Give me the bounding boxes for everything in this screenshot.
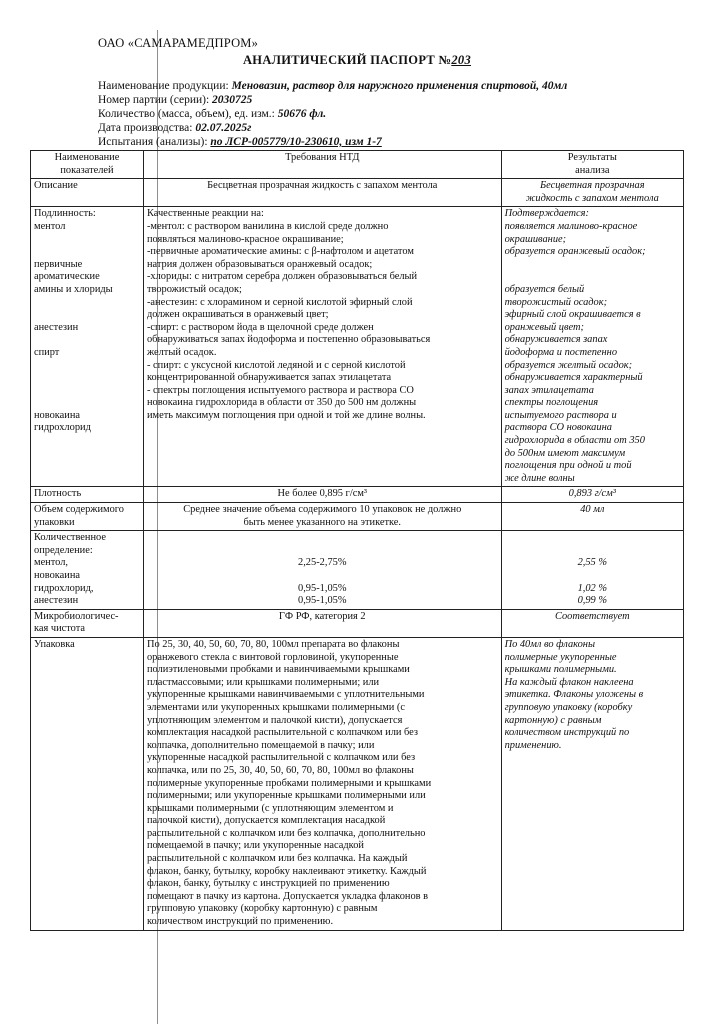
indicator-cell: Плотность — [31, 487, 144, 503]
title-prefix: АНАЛИТИЧЕСКИЙ ПАСПОРТ № — [242, 53, 452, 67]
header-requirements: Требования НТД — [143, 151, 501, 179]
table-row-volume — [31, 503, 684, 531]
company-name: ОАО «САМАРАМЕДПРОМ» — [98, 36, 259, 50]
quantity-label: Количество (масса, объем), ед. изм.: — [98, 108, 275, 120]
result-cell: По 40мл во флаконы полимерные укупоренные крышками полимерными. На каждый флакон наклеена этикетка. Флаконы уложены в групповую упаковку (коробку картонную) с равным количеством инструкций по применению. — [501, 637, 683, 930]
result-cell: Подтверждается: появляется малиново-красное окрашивание; образуется оранжевый осадок; образуется белый творожистый осадок; эфирный слой окрашивается в оранжевый цвет; обнаруживается запах йодоформа и постепенно образуется желтый осадок; обнаруживается характерный запах этилацетата спектры поглощения испытуемого раствора и раствора СО новокаина гидрохлорида в области от 350 до 500нм имеют максимум поглощения при одной и той же длине волны — [501, 207, 683, 487]
header-indicator: Наименование показателей — [31, 151, 144, 179]
table-header-row — [31, 151, 684, 179]
result-cell: 40 мл — [501, 503, 683, 531]
document-title — [0, 53, 714, 68]
indicator-cell: Микробиологичес- кая чистота — [31, 609, 144, 637]
result-cell: 2,55 % 1,02 % 0,99 % — [501, 531, 683, 610]
requirement-cell: Не более 0,895 г/см³ — [143, 487, 501, 503]
indicator-cell: Описание — [31, 179, 144, 207]
indicator-cell: Количественное определение: ментол, новокаина гидрохлорид, анестезин — [31, 531, 144, 610]
production-date-value: 02.07.2025г — [195, 122, 252, 134]
production-date-line — [98, 122, 251, 135]
indicator-cell: Объем содержимого упаковки — [31, 503, 144, 531]
tests-line — [98, 136, 382, 149]
quantity-value: 50676 фл. — [277, 108, 327, 120]
requirement-cell: 2,25-2,75% 0,95-1,05% 0,95-1,05% — [143, 531, 501, 610]
requirement-cell: Среднее значение объема содержимого 10 упаковок не должно быть менее указанного на этикетке. — [143, 503, 501, 531]
product-value: Меновазин, раствор для наружного применения спиртовой, 40мл — [231, 80, 568, 92]
table-row-quantitative — [31, 531, 684, 610]
analysis-table — [30, 150, 684, 931]
production-date-label: Дата производства: — [98, 122, 193, 134]
table-row-packaging — [31, 637, 684, 930]
tests-label: Испытания (анализы): — [98, 136, 208, 148]
requirement-cell: ГФ РФ, категория 2 — [143, 609, 501, 637]
batch-line — [98, 94, 252, 107]
indicator-cell: Подлинность: ментол первичные ароматические амины и хлориды анестезин спирт новокаина гидрохлорид — [31, 207, 144, 487]
requirement-cell: Бесцветная прозрачная жидкость с запахом ментола — [143, 179, 501, 207]
table-row-density — [31, 487, 684, 503]
result-cell: 0,893 г/см³ — [501, 487, 683, 503]
batch-label: Номер партии (серии): — [98, 94, 210, 106]
batch-value: 2030725 — [212, 94, 253, 106]
result-cell: Бесцветная прозрачная жидкость с запахом ментола — [501, 179, 683, 207]
quantity-line — [98, 108, 326, 121]
product-label: Наименование продукции: — [98, 80, 229, 92]
result-cell: Соответствует — [501, 609, 683, 637]
product-line — [98, 80, 567, 93]
tests-value: по ЛСР-005779/10-230610, изм 1-7 — [210, 136, 382, 148]
table-row-identity — [31, 207, 684, 487]
requirement-cell: По 25, 30, 40, 50, 60, 70, 80, 100мл препарата во флаконы оранжевого стекла с винтовой горловиной, укупоренные полиэтиленовыми пробками и навинчиваемыми крышками пластмассовыми; или крышками полимерными; или укупоренные крышками навинчиваемыми с уплотнительными элементами или укупоренных крышками полимерными (с уплотняющим элементом и палочкой кисти), допускается комплектация насадкой распылительной с колпачком или без колпачка, дополнительно помещаемой в пачку; или укупоренные насадкой распылительной с колпачком или без колпачка, или по 25, 30, 40, 50, 60, 70, 80, 100мл во флаконы полимерные укупоренные пробками полимерными и крышками полимерными; или укупоренные крышками полимерными или крышками полимерными (с уплотняющим элементом и палочкой кисти), допускается комплектация насадкой распылительной с колпачком или без колпачка, дополнительно помещаемой в пачку; или укупоренные насадкой распылительной с колпачком или без колпачка. На каждый флакон, банку, бутылку, коробку наклеивают этикетку. Каждый флакон, банку, бутылку с инструкцией по применению помещают в пачку из картона. Допускается укладка флаконов в групповую упаковку (коробку картонную) с равным количеством инструкций по применению. — [143, 637, 501, 930]
header-results: Результаты анализа — [501, 151, 683, 179]
requirement-cell: Качественные реакции на: -ментол: с раствором ванилина в кислой среде должно появляться малиново-красное окрашивание; -первичные ароматические амины: с β-нафтолом и ацетатом натрия должен образовываться оранжевый осадок; -хлориды: с нитратом серебра должен образовываться белый творожистый осадок; -анестезин: с хлорамином и серной кислотой эфирный слой должен окрашиваться в оранжевый цвет; -спирт: с раствором йода в щелочной среде должен обнаруживаться запах йодоформа и постепенно образовываться желтый осадок. - спирт: с уксусной кислотой ледяной и с серной кислотой концентрированной обнаруживается запах этилацетата - спектры поглощения испытуемого раствора и раствора СО новокаина гидрохлорида в области от 350 до 500 нм должны иметь максимум поглощения при одной и той же длине волны. — [143, 207, 501, 487]
table-row-description — [31, 179, 684, 207]
table-row-microbiology — [31, 609, 684, 637]
title-number: 203 — [451, 53, 471, 67]
indicator-cell: Упаковка — [31, 637, 144, 930]
